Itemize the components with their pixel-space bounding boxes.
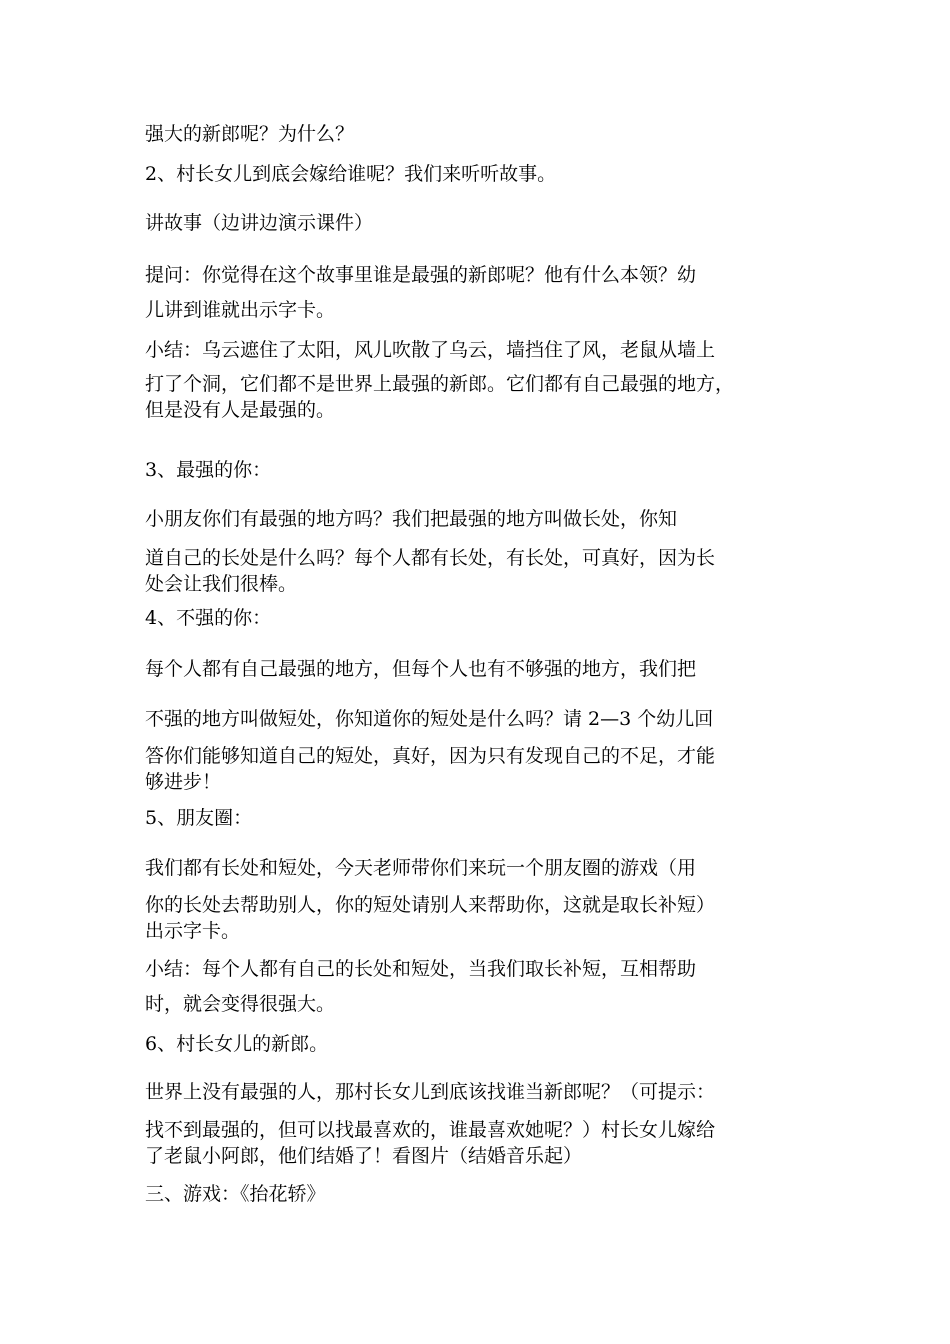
text-line: 时，就会变得很强大。 [145,993,336,1015]
text-line: 每个人都有自己最强的地方，但每个人也有不够强的地方，我们把 [145,658,697,680]
text-line: 小朋友你们有最强的地方吗？我们把最强的地方叫做长处，你知 [145,508,678,530]
text-line: 打了个洞，它们都不是世界上最强的新郎。它们都有自己最强的地方， [145,373,735,395]
section-heading: 4、不强的你： [145,607,272,629]
text-line: 儿讲到谁就出示字卡。 [145,299,336,321]
text-line: 找不到最强的，但可以找最喜欢的，谁最喜欢她呢？）村长女儿嫁给 [145,1119,716,1141]
section-heading: 6、村长女儿的新郎。 [145,1033,329,1055]
text-line: 但是没有人是最强的。 [145,399,336,421]
section-heading: 三、游戏：《抬花轿》 [145,1183,326,1205]
text-line: 道自己的长处是什么吗？每个人都有长处，有长处，可真好，因为长 [145,547,716,569]
text-line: 够进步！ [145,771,222,793]
text-line: 了老鼠小阿郎，他们结婚了！看图片（结婚音乐起） [145,1145,583,1167]
section-heading: 5、朋友圈： [145,807,253,829]
text-line: 强大的新郎呢？为什么？ [145,123,355,145]
text-line: 小结：每个人都有自己的长处和短处，当我们取长补短，互相帮助 [145,958,697,980]
text-line: 小结：乌云遮住了太阳，风儿吹散了乌云，墙挡住了风，老鼠从墙上 [145,339,716,361]
text-line: 我们都有长处和短处，今天老师带你们来玩一个朋友圈的游戏（用 [145,857,697,879]
text-line: 2、村长女儿到底会嫁给谁呢？我们来听听故事。 [145,163,557,185]
text-line: 世界上没有最强的人，那村长女儿到底该找谁当新郎呢？（可提示： [145,1081,716,1103]
text-line: 出示字卡。 [145,920,241,942]
text-line: 不强的地方叫做短处，你知道你的短处是什么吗？请 2—3 个幼儿回 [145,708,714,730]
text-line: 讲故事（边讲边演示课件） [145,212,374,234]
section-heading: 3、最强的你： [145,459,272,481]
text-line: 答你们能够知道自己的短处，真好，因为只有发现自己的不足，才能 [145,745,716,767]
text-line: 处会让我们很棒。 [145,573,298,595]
text-line: 你的长处去帮助别人，你的短处请别人来帮助你，这就是取长补短） [145,894,716,916]
text-line: 提问：你觉得在这个故事里谁是最强的新郎呢？他有什么本领？幼 [145,264,697,286]
